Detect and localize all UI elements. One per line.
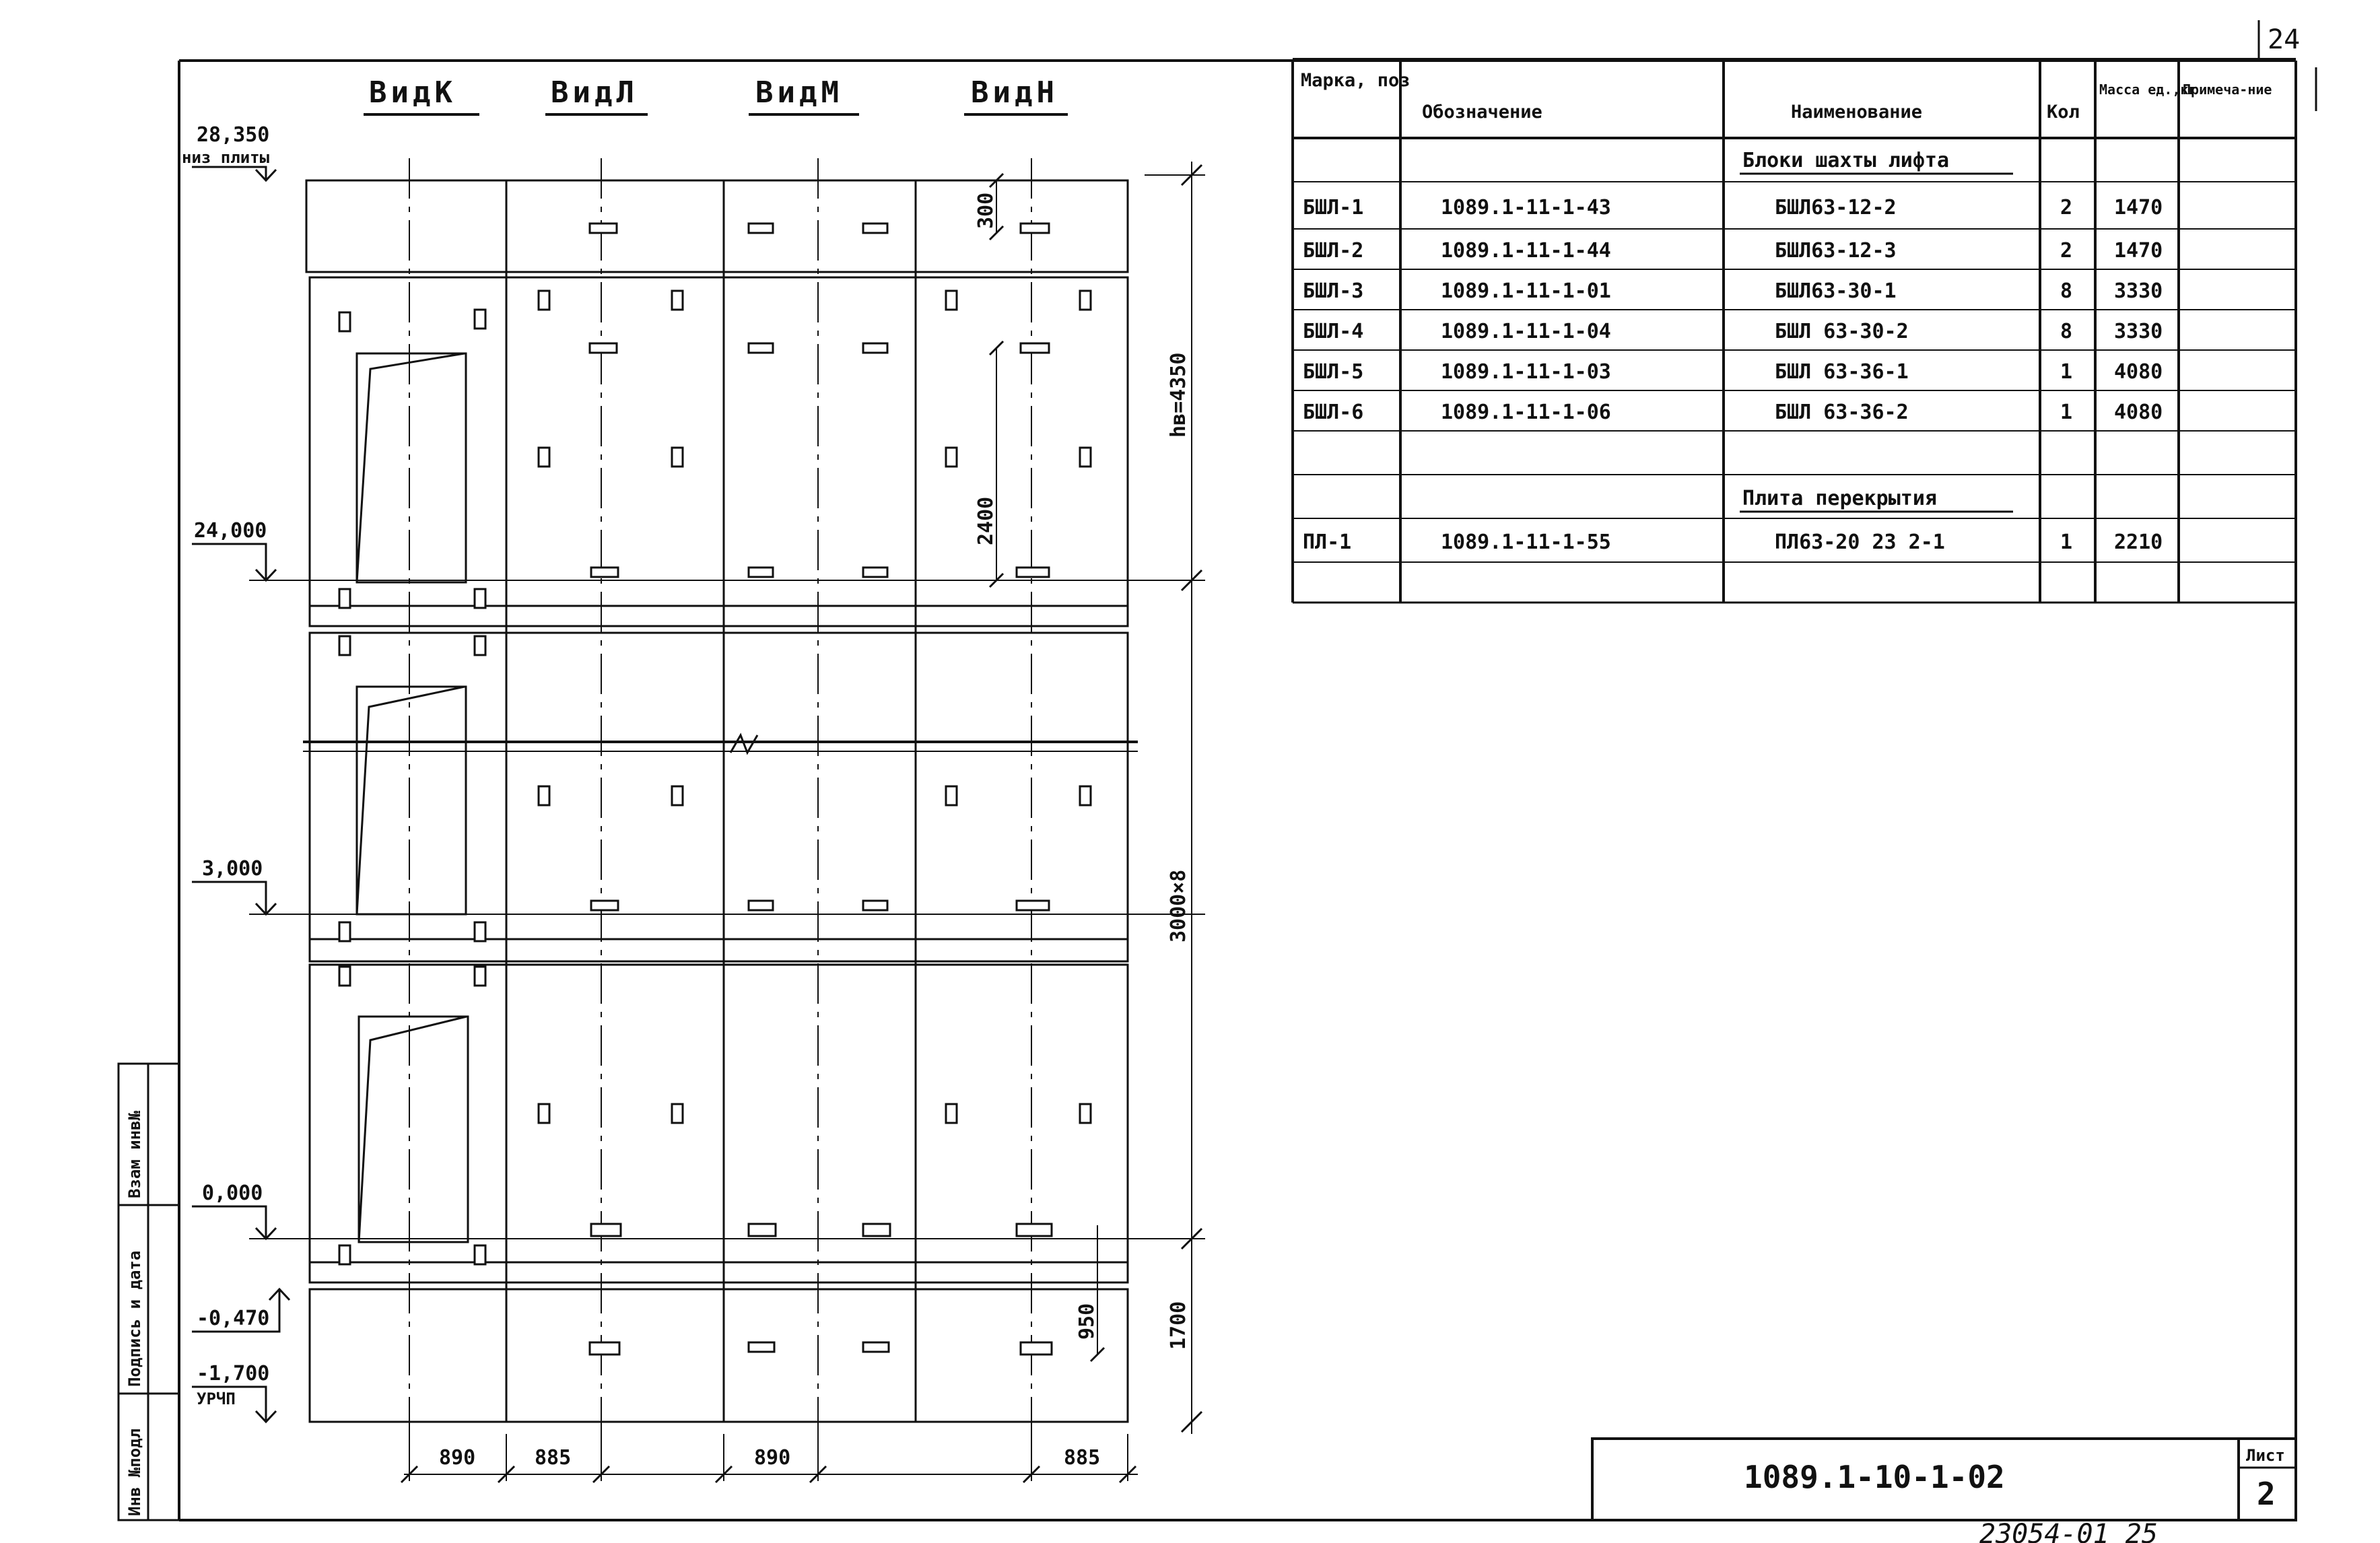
row-qty: 8 (2060, 320, 2073, 343)
row-name: БШЛ 63-36-1 (1775, 360, 1909, 384)
view-titles (364, 75, 1068, 114)
spec-section-1 (1303, 149, 2163, 424)
view-title-k: ВидК (369, 75, 456, 110)
dim-300: 300 (974, 192, 998, 229)
side-label-signature-date: Подпись и дата (125, 1250, 144, 1387)
view-title-n: ВидН (971, 75, 1058, 110)
elevation-28350-note: низ плиты (182, 148, 270, 167)
header-designation: Обозначение (1422, 102, 1542, 123)
dim-950: 950 (1075, 1303, 1099, 1340)
header-mass: Масса ед.,кг (2099, 81, 2197, 98)
spec-row (1303, 196, 2163, 219)
sheet-frame (179, 20, 2316, 1520)
footer-number: 23054-01 25 (1979, 1519, 2158, 1543)
row-mark: БШЛ-3 (1303, 279, 1364, 303)
row-qty: 8 (2060, 279, 2073, 303)
row-mass: 1470 (2114, 239, 2163, 263)
elevation-28350: 28,350 (197, 123, 270, 147)
row-name: БШЛ63-12-2 (1775, 196, 1897, 219)
header-qty: Кол (2047, 102, 2080, 123)
row-qty: 2 (2060, 239, 2073, 263)
elevation-minus-0470: -0,470 (197, 1307, 270, 1330)
elevation-minus-1700-note: УРЧП (197, 1390, 236, 1408)
row-code: 1089.1-11-1-03 (1441, 360, 1611, 384)
row-name: БШЛ63-30-1 (1775, 279, 1897, 303)
row-code: 1089.1-11-1-04 (1441, 320, 1611, 343)
dim-hb-4350: hв=4350 (1167, 352, 1190, 438)
elevation-24000: 24,000 (194, 519, 267, 543)
spec-row (1303, 530, 2163, 554)
elevation-minus-1700: -1,700 (197, 1362, 270, 1385)
row-mark: БШЛ-4 (1303, 320, 1364, 343)
row-name: ПЛ63-20 23 2-1 (1775, 530, 1945, 554)
row-qty: 2 (2060, 196, 2073, 219)
dim-2400: 2400 (974, 496, 998, 545)
title-block-code: 1089.1-10-1-02 (1744, 1459, 2005, 1495)
spec-row (1303, 239, 2163, 263)
row-mass: 4080 (2114, 360, 2163, 384)
row-mark: ПЛ-1 (1303, 530, 1352, 554)
side-label-vzam-inv: Взам инв№ (125, 1110, 144, 1198)
row-mass: 4080 (2114, 401, 2163, 424)
spec-row (1303, 279, 2163, 303)
row-mass: 2210 (2114, 530, 2163, 554)
dim-bottom-890a: 890 (439, 1446, 476, 1470)
row-mark: БШЛ-2 (1303, 239, 1364, 263)
row-code: 1089.1-11-1-44 (1441, 239, 1611, 263)
section-title-shaft-blocks: Блоки шахты лифта (1742, 149, 1950, 172)
row-mark: БШЛ-5 (1303, 360, 1364, 384)
elevation-markers (192, 167, 290, 1422)
spec-section-2 (1303, 487, 2163, 554)
title-block-sheet-label: Лист (2246, 1446, 2285, 1465)
row-name: БШЛ 63-36-2 (1775, 401, 1909, 424)
header-name: Наименование (1791, 102, 1923, 123)
dim-bottom-885a: 885 (535, 1446, 572, 1470)
row-qty: 1 (2060, 360, 2073, 384)
elevation-3000: 3,000 (202, 857, 263, 881)
row-mark: БШЛ-6 (1303, 401, 1364, 424)
row-mass: 1470 (2114, 196, 2163, 219)
row-mass: 3330 (2114, 320, 2163, 343)
view-title-m: ВидМ (755, 75, 843, 110)
row-mark: БШЛ-1 (1303, 196, 1364, 219)
elevation-0000: 0,000 (202, 1181, 263, 1205)
dim-1700: 1700 (1167, 1301, 1190, 1350)
side-label-inv-podl: Инв №подл (125, 1428, 144, 1516)
elevation-drawing (249, 158, 1205, 1481)
row-name: БШЛ 63-30-2 (1775, 320, 1909, 343)
spec-table-headers (1301, 70, 2272, 123)
title-block-sheet-number: 2 (2257, 1476, 2276, 1512)
row-code: 1089.1-11-1-01 (1441, 279, 1611, 303)
row-qty: 1 (2060, 530, 2073, 554)
spec-row (1303, 320, 2163, 343)
row-name: БШЛ63-12-3 (1775, 239, 1897, 263)
row-mass: 3330 (2114, 279, 2163, 303)
embedded-parts (339, 224, 1091, 1355)
view-title-l: ВидЛ (551, 75, 638, 110)
section-title-floor-slab: Плита перекрытия (1742, 487, 1937, 510)
sheet-number: 24 (2268, 24, 2301, 55)
row-code: 1089.1-11-1-06 (1441, 401, 1611, 424)
spec-row (1303, 401, 2163, 424)
row-qty: 1 (2060, 401, 2073, 424)
spec-row (1303, 360, 2163, 384)
row-code: 1089.1-11-1-55 (1441, 530, 1611, 554)
row-code: 1089.1-11-1-43 (1441, 196, 1611, 219)
dim-3000x8: 3000×8 (1167, 869, 1190, 942)
header-note: Примеча-ние (2183, 81, 2272, 98)
dim-bottom-885b: 885 (1064, 1446, 1101, 1470)
dimension-lines (401, 162, 1205, 1482)
dim-bottom-890b: 890 (754, 1446, 791, 1470)
header-mark: Марка, поз (1301, 70, 1410, 91)
